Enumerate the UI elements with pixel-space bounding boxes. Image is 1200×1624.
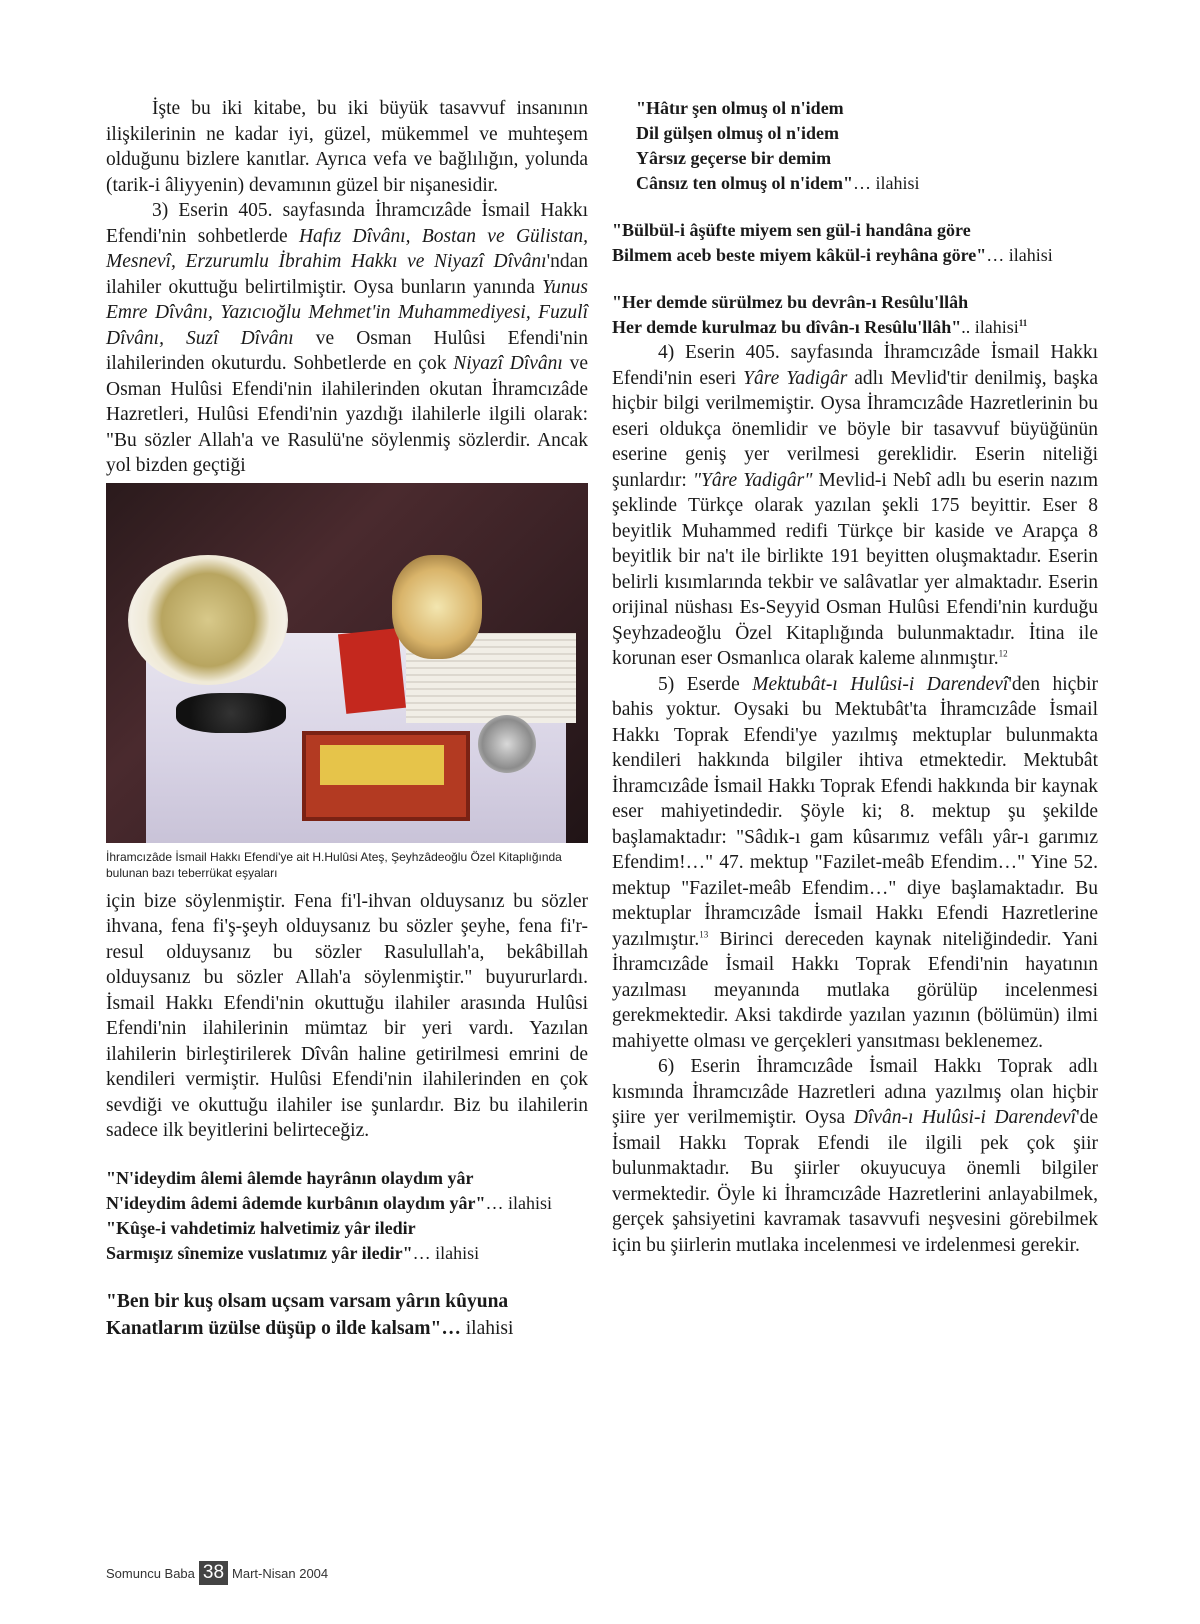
paragraph-4: 4) Eserin 405. sayfasında İhramcızâde İsmail Hakkı Efendi'nin eseri Yâre Yadigâr adlı Mevlid'tir denilmiş, başka hiçbir bilgi verilmemiştir. Oysa İhramcızâde Hazretlerinin bu eseri oldukça önemlidir ve böyle bir tasavvuf büyüğünün eserine geniş yer verilmesi gereklidir. Eserin niteliği şunlardır: "Yâre Yadigâr" Mevlid-i Nebî adlı bu eserin nazım şeklinde Türkçe olarak yazılan şekli 175 beyittir. Eser 8 beyitlik Muhammed redifi Türkçe bir kaside ve Arapça 8 beyitlik bir na't ile birlikte 191 beyitten oluşmaktadır. Eserin belirli kısımlarında tekbir ve salâvatlar yer almaktadır. Eserin orijinal nüshası Es-Seyyid Osman Hulûsi Efendi'nin kurduğu Şeyhzadeoğlu Özel Kitaplığında bulunmaktadır. İtina ile korunan eser Osmanlıca olarak kaleme alınmıştır.$^{12}$ [612,342,1099,669]
left-column [106,96,588,1342]
issue-date: Mart-Nisan 2004 [232,1565,329,1581]
magazine-name: Somuncu Baba [106,1565,195,1581]
photo-caption: İhramcızâde İsmail Hakkı Efendi'ye ait H.Hulûsi Ateş, Şeyhzâdeoğlu Özel Kitaplığında bulunan bazı teberrükat eşyaları [106,849,562,880]
footnote-ref: 13 [699,929,709,939]
paragraph-5: 5) Eserde Mektubât-ı Hulûsi-i Darendevî'den hiçbir bahis yoktur. Oysaki bu Mektubât'ta İhramcızâde İsmail Hakkı Toprak Efendi'ye yazılmış mektuplar bulunmakta kendileri hakkında bilgiler ihtiva etmektedir. Mektubât İhramcızâde İsmail Hakkı Toprak Efendi hakkında bir kaynak eser mahiyetindedir. Şöyle ki; 8. mektup şu şekilde başlamaktadır: "Sâdık-ı gam kûsarımız vefâlı yâr-ı garımız Efendim!…" 47. mektup "Fazilet-meâb Efendim…" Yine 52. mektup "Fazilet-meâb Efendim…" diye başlamaktadır. Bu mektuplar İhramcızâde İsmail Hakkı Efendi Hazretlerine yazılmıştır.$^{13}$ Birinci dereceden kaynak niteliğindedir. Yani İhramcızâde İsmail Hakkı Toprak Efendi'nin hayatının yazılması meyanında mutlaka görülüp incelenmesi gerekmektedir. Aksi takdirde yazılan yazının (bölümün) ilmi mahiyette olması ve gerçekleri yansıtması beklenemez. [612,673,1098,1052]
artifacts-photo [106,483,588,843]
photo-clock [392,555,482,659]
ilahi-1: "N'ideydim âlemi âlemde hayrânın olaydım yâr N'ideydim âdemi âdemde kurbânın olaydım yâr"… ilahisi [106,1167,553,1213]
footnote-ref: 11 [1018,318,1028,328]
paragraph-6: 6) Eserin İhramcızâde İsmail Hakkı Toprak adlı kısmında İhramcızâde Hazretleri adına yazılmış olan hiçbir şiire yer verilmemiştir. Oysa Dîvân-ı Hulûsi-i Darendevî'de İsmail Hakkı Toprak Efendi ile ilgili pek çok şiir bulunmaktadır. Bu şiirler okuyucuya önemli bilgiler vermektedir. Öyle ki İhramcızâde Hazretlerini anlayabilmek, gerçek şahsiyetini kavramak tasavvufi neşvesini görebilmek için bu şiirlerin mutlaka incelenmesi ve irdelenmesi gerekir. [612,1056,1098,1256]
footnote-ref: 12 [998,648,1008,659]
ilahi-4: "Hâtır şen olmuş ol n'idem Dil gülşen olmuş ol n'idem Yârsız geçerse bir demim Cânsız ten olmuş ol n'idem"… ilahisi [636,98,920,193]
photo-box-inner [320,745,444,785]
paragraph-3-cont: için bize söylenmiştir. Fena fi'l-ihvan olduysanız bu sözler ihvana, fena fi'ş-şeyh olduysanız bu sözler şeyhe, fena fi'r-resul olduysanız bu sözler Rasulullah'a, bekâbillah olduysanız bu sözler Allah'a söylenmiştir." buyururlardı. İsmail Hakkı Efendi'nin okuttuğu ilahiler arasında Hulûsi Efendi'nin ilahilerinin mümtaz bir yeri vardı. Yazılan ilahilerin birleştirilerek Dîvân haline getirilmesi emrini de kendileri vermiştir. Hulûsi Efendi'nin ilahilerinden en çok sevdiği ve okuttuğu ilahiler ise şunlardır. Biz bu ilahilerin sadece ilk beyitlerini belirteceğiz. [106,890,588,1141]
ilahi-3: "Ben bir kuş olsam uçsam varsam yârın kûyuna Kanatlarım üzülse düşüp o ilde kalsam"… ilahisi [106,1290,514,1339]
photo-red-cover [338,628,406,714]
photo-prayer-beads [176,693,286,733]
paragraph-intro: İşte bu iki kitabe, bu iki büyük tasavvuf insanının ilişkilerinin ne kadar iyi, güzel, mükemmel ve muhteşem olduğunu bizlere kanıtlar. Ayrıca vefa ve bağlılığın, yolunda (tarik-i âliyyenin) devamının güzel bir nişanesidir. [106,98,588,196]
paragraph-3: 3) Eserin 405. sayfasında İhramcızâde İsmail Hakkı Efendi'nin sohbetlerde Hafız Dîvânı, Bostan ve Gülistan, Mesnevî, Erzurumlu İbrahim Hakkı ve Niyazî Dîvânı'ndan ilahiler okuttuğu belirtilmiştir. Oysa bunların yanında Yunus Emre Dîvânı, Yazıcıoğlu Mehmet'in Muhammediyesi, Fuzulî Dîvânı, Suzî Dîvânı ve Osman Hulûsi Efendi'nin ilahilerinden okuturdu. Sohbetlerde en çok Niyazî Dîvânı ve Osman Hulûsi Efendi'nin ilahilerinden okutan İhramcızâde Hazretleri, Hulûsi Efendi'nin yazdığı ilahilerle ilgili olarak: "Bu sözler Allah'a ve Rasulü'ne söylenmiş sözlerdir. Ancak yol bizden geçtiği [106,200,588,476]
ilahi-2: "Kûşe-i vahdetimiz halvetimiz yâr iledir Sarmışız sînemize vuslatımız yâr iledir"… ilahisi [106,1217,480,1263]
right-column [612,96,1098,1258]
photo-plate [128,555,288,685]
page-number: 38 [199,1561,228,1585]
ilahi-5: "Bülbül-i âşüfte miyem sen gül-i handâna göre Bilmem aceb beste miyem kâkül-i reyhâna göre"… ilahisi [612,220,1053,265]
photo-glass [478,715,536,773]
page-footer [106,1560,328,1586]
ilahi-6: "Her demde sürülmez bu devrân-ı Resûlu'llâh Her demde kurulmaz bu dîvân-ı Resûlu'llâh".. ilahisi$^{11}$ [612,292,1028,337]
